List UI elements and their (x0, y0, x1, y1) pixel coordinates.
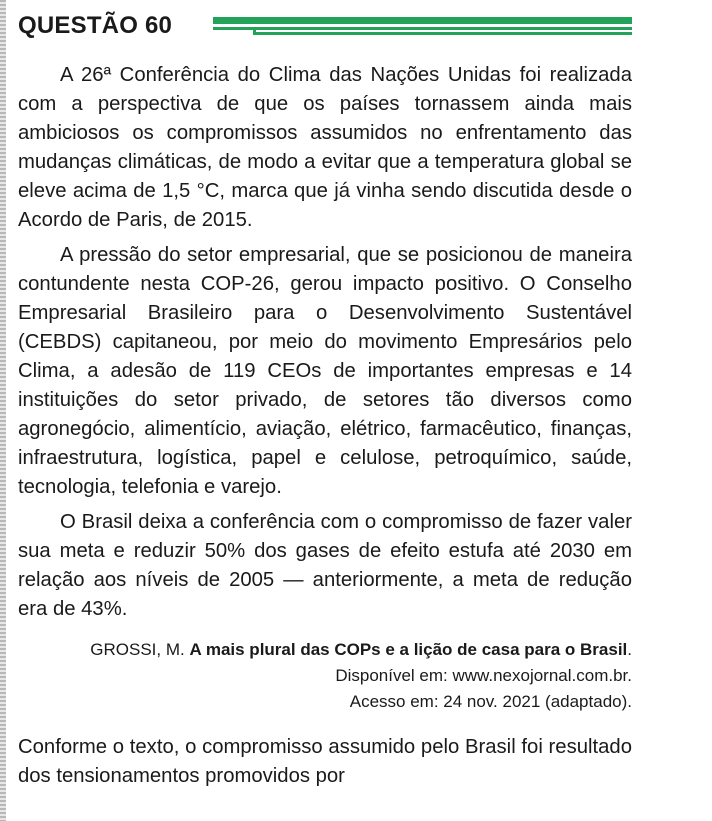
support-paragraph-3: O Brasil deixa a conferência com o compromisso de fazer valer sua meta e reduzir 50% dos gases de efeito estufa até 2030 em relação aos níveis de 2005 — anteriormente, a meta de redução era de 43%. (18, 511, 632, 620)
citation-title: A mais plural das COPs e a lição de casa para o Brasil (189, 640, 628, 659)
citation-access-date: Acesso em: 24 nov. 2021 (adaptado). (349, 692, 632, 711)
support-text (18, 61, 632, 624)
question-title: QUESTÃO 60 (18, 12, 173, 39)
question-header (18, 0, 632, 52)
header-rule-decoration (213, 17, 632, 35)
citation-title-end: . (627, 640, 632, 659)
source-citation (18, 637, 632, 715)
page-edge-binding (0, 0, 6, 821)
question-prompt: Conforme o texto, o compromisso assumido pelo Brasil foi resultado dos tensionamentos promovidos por (18, 736, 632, 787)
citation-reference (18, 637, 632, 663)
citation-author: GROSSI, M. (90, 640, 185, 659)
support-paragraph-2: A pressão do setor empresarial, que se posicionou de maneira contundente nesta COP-26, gerou impacto positivo. O Conselho Empresarial Brasileiro para o Desenvolvimento Sustentável (CEBDS) capitaneou, por meio do movimento Empresários pelo Clima, a adesão de 119 CEOs de importantes empresas e 14 instituições do setor privado, de setores tão diversos como agronegócio, alimentício, aviação, elétrico, farmacêutico, finanças, infraestrutura, logística, papel e celulose, petroquímico, saúde, tecnologia, telefonia e varejo. (18, 244, 632, 498)
question-page (18, 0, 632, 791)
citation-availability: Disponível em: www.nexojornal.com.br. (335, 666, 632, 685)
support-paragraph-1: A 26ª Conferência do Clima das Nações Unidas foi realizada com a perspectiva de que os países tornassem ainda mais ambiciosos os compromissos assumidos no enfrentamento das mudanças climáticas, de modo a evitar que a temperatura global se eleve acima de 1,5 °C, marca que já vinha sendo discutida desde o Acordo de Paris, de 2015. (18, 64, 632, 231)
